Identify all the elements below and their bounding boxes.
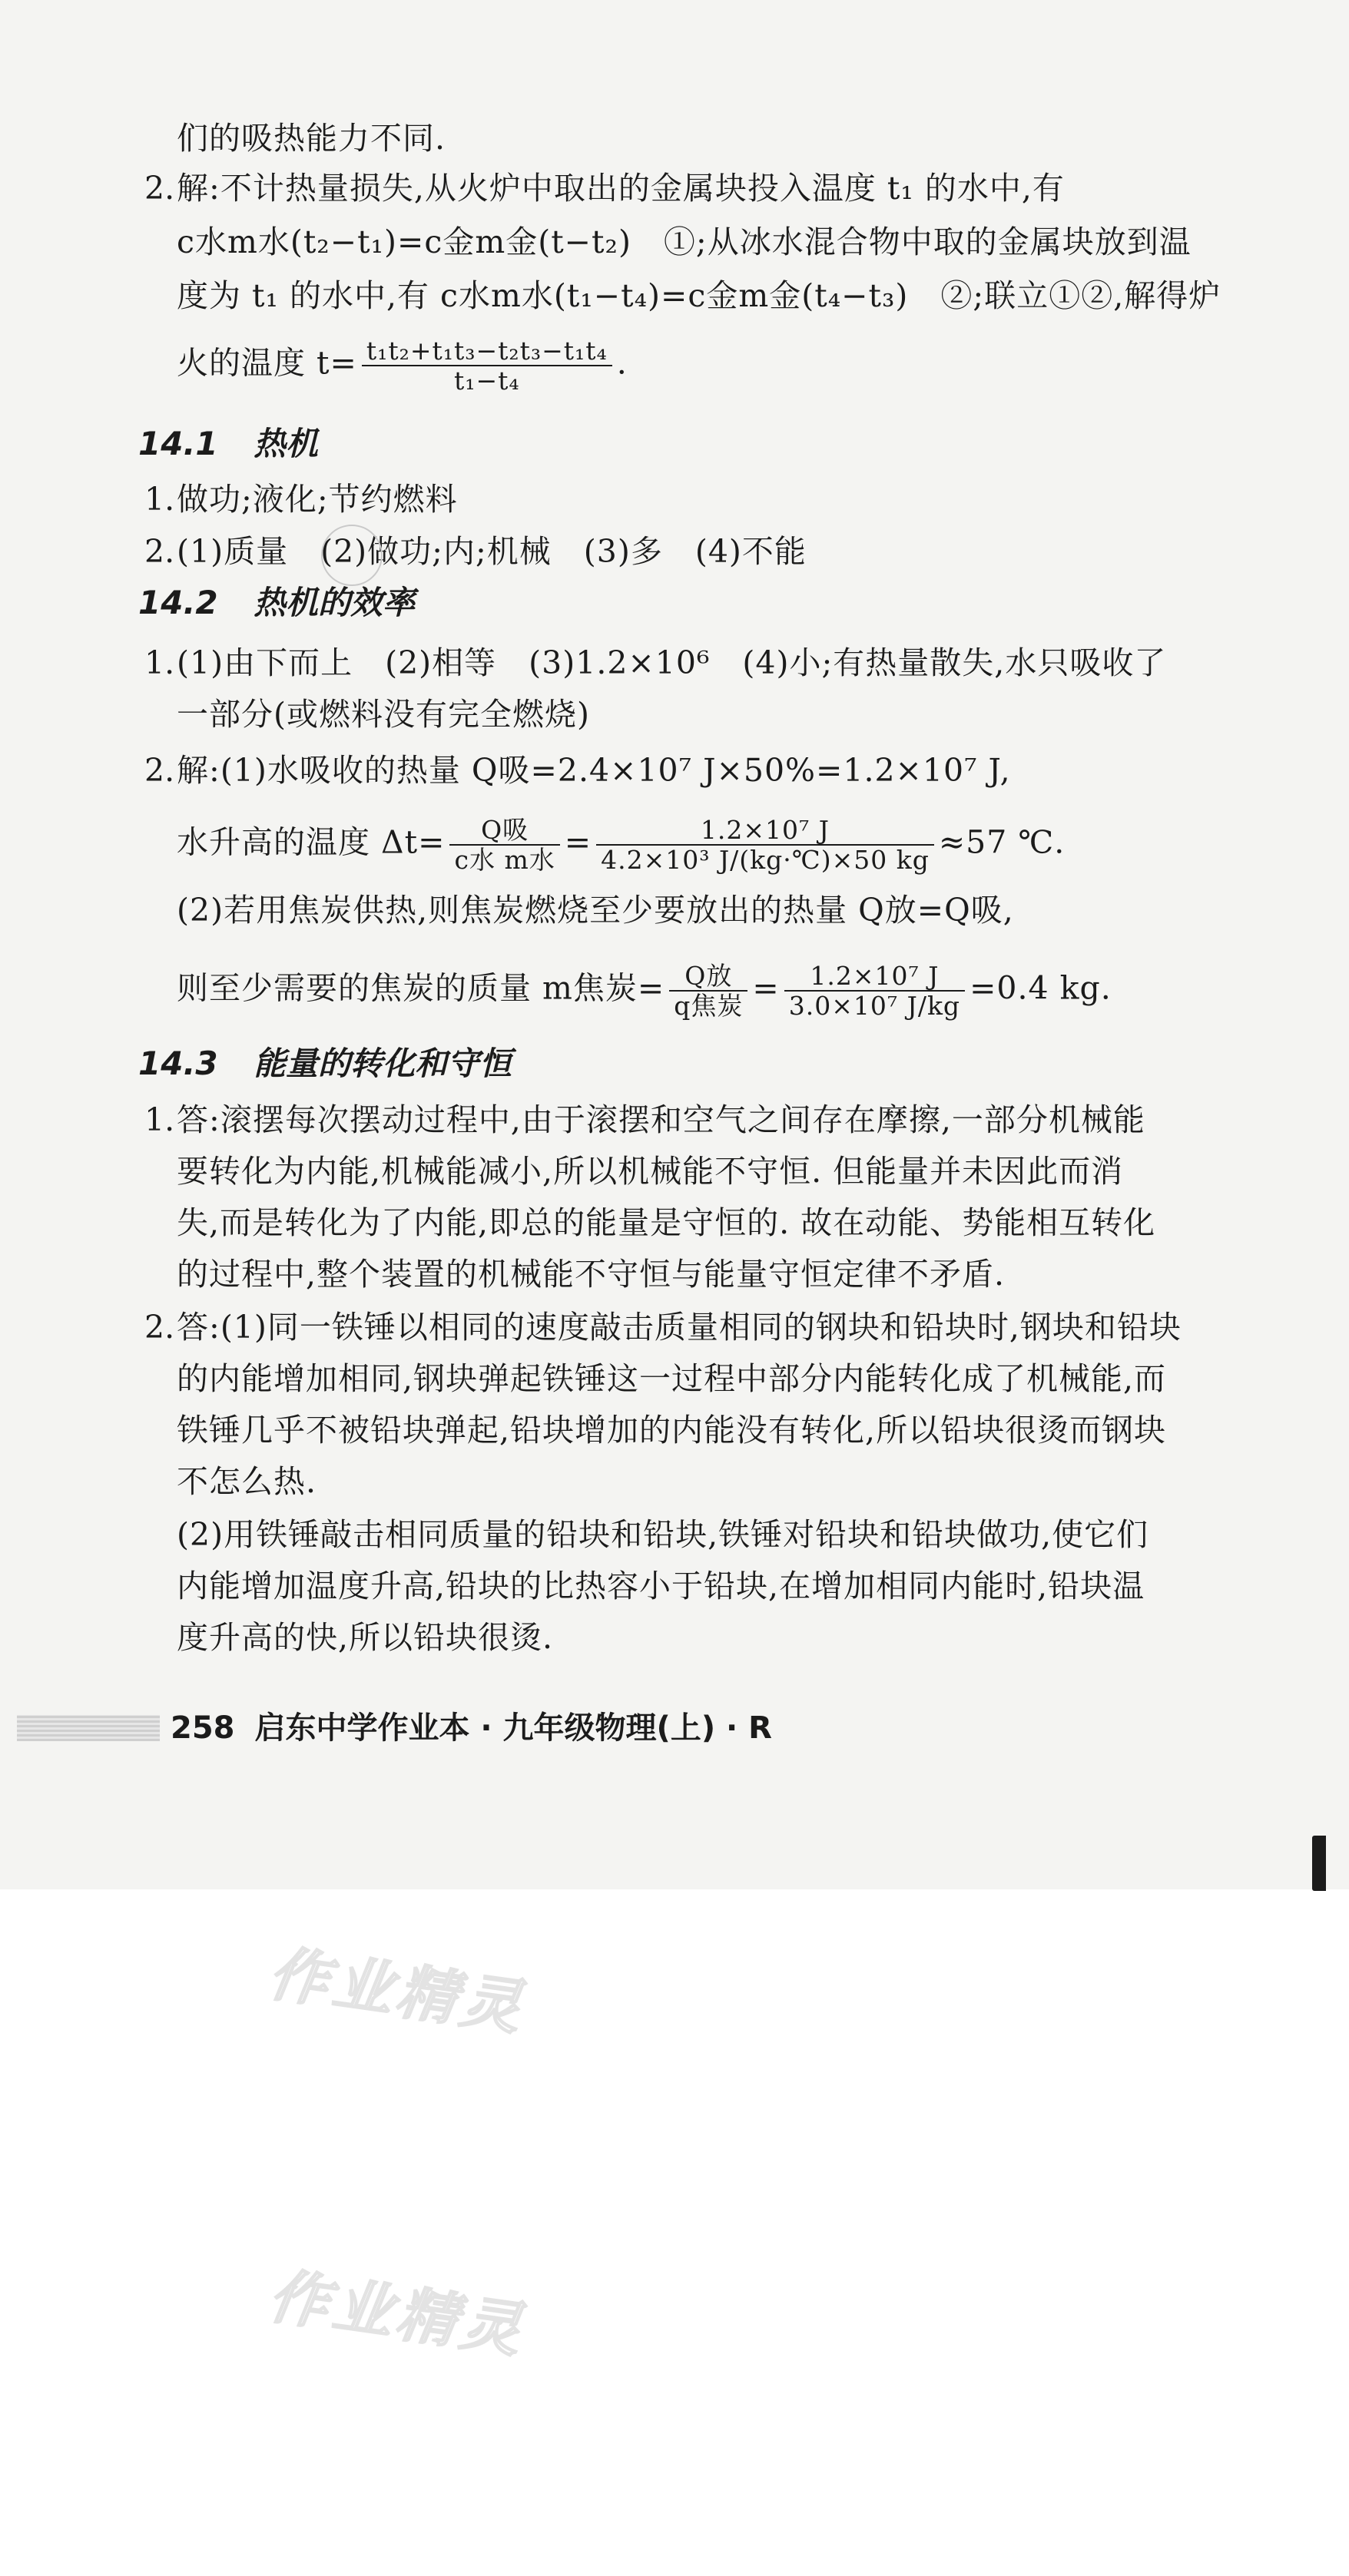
fraction-numerator: Q放 — [669, 962, 747, 992]
section-heading — [138, 1041, 512, 1087]
intro-tail: 们的吸热能力不同. — [177, 120, 446, 157]
answer-line: 不怎么热. — [177, 1463, 317, 1500]
question-number: 2. — [144, 1309, 175, 1346]
question-number: 2. — [144, 752, 175, 789]
formula-prefix: 则至少需要的焦炭的质量 m焦炭= — [177, 969, 665, 1007]
section-number: 14.2 — [138, 584, 218, 621]
section-heading — [138, 421, 318, 467]
answer-line: (2)若用焦炭供热,则焦炭燃烧至少要放出的热量 Q放=Q吸, — [177, 892, 1014, 929]
formula-suffix: . — [616, 344, 628, 382]
answer-line: 度升高的快,所以铅块很烫. — [177, 1619, 554, 1656]
question-number: 2. — [144, 170, 175, 207]
fraction-denominator: t₁−t₄ — [453, 366, 520, 396]
watermark-stamp — [321, 525, 383, 586]
answer-line: 答:(1)同一铁锤以相同的速度敲击质量相同的钢块和铅块时,钢块和铅块 — [177, 1309, 1182, 1346]
answer-line: 铁锤几乎不被铅块弹起,铅块增加的内能没有转化,所以铅块很烫而钢块 — [177, 1412, 1167, 1449]
question-number: 1. — [144, 644, 175, 681]
answer-line: 答:滚摆每次摆动过程中,由于滚摆和空气之间存在摩擦,一部分机械能 — [177, 1101, 1145, 1138]
fraction — [362, 336, 612, 395]
answer-line: c水m水(t₂−t₁)=c金m金(t−t₂) ①;从冰水混合物中取的金属块放到温 — [177, 223, 1192, 260]
fraction-denominator: q焦炭 — [674, 991, 744, 1021]
answer-line: 的过程中,整个装置的机械能不守恒与能量守恒定律不矛盾. — [177, 1256, 1006, 1293]
fraction-numerator: 1.2×10⁷ J — [596, 816, 934, 846]
question-number: 1. — [144, 1101, 175, 1138]
fraction-denominator: 4.2×10³ J/(kg·℃)×50 kg — [601, 845, 930, 875]
fraction — [449, 816, 559, 874]
fraction-denominator: 3.0×10⁷ J/kg — [788, 991, 961, 1021]
formula-prefix: 水升高的温度 Δt= — [177, 823, 446, 861]
book-title: 启东中学作业本 · 九年级物理(上) · R — [254, 1710, 772, 1746]
equals-sign: = — [752, 969, 780, 1007]
answer-line: 内能增加温度升高,铅块的比热容小于铅块,在增加相同内能时,铅块温 — [177, 1568, 1145, 1604]
formula-suffix: ≈57 ℃. — [938, 823, 1066, 861]
section-heading — [138, 580, 415, 626]
fraction — [669, 962, 747, 1020]
answer-line: (1)质量 (2)做功;内;机械 (3)多 (4)不能 — [177, 533, 807, 570]
watermark: 作业精灵 — [264, 1939, 530, 2044]
question-number: 1. — [144, 481, 175, 518]
answer-line: 一部分(或燃料没有完全燃烧) — [177, 696, 590, 733]
answer-line: 度为 t₁ 的水中,有 c水m水(t₁−t₄)=c金m金(t₄−t₃) ②;联立①②,解得炉 — [177, 277, 1221, 314]
answer-line: 解:(1)水吸收的热量 Q吸=2.4×10⁷ J×50%=1.2×10⁷ J, — [177, 752, 1011, 789]
answer-line: 解:不计热量损失,从火炉中取出的金属块投入温度 t₁ 的水中,有 — [177, 170, 1065, 207]
answer-line — [177, 962, 1112, 1020]
footer-stripe — [17, 1715, 160, 1741]
fraction — [784, 962, 965, 1020]
answer-line: 的内能增加相同,钢块弹起铁锤这一过程中部分内能转化成了机械能,而 — [177, 1360, 1167, 1397]
page-number: 258 — [171, 1710, 235, 1746]
answer-line: (1)由下而上 (2)相等 (3)1.2×10⁶ (4)小;有热量散失,水只吸收了 — [177, 644, 1167, 681]
equals-sign: = — [564, 823, 592, 861]
answer-line: 失,而是转化为了内能,即总的能量是守恒的. 故在动能、势能相互转化 — [177, 1204, 1156, 1241]
answer-line — [177, 336, 628, 395]
section-number: 14.1 — [138, 425, 218, 462]
fraction — [596, 816, 934, 874]
section-number: 14.3 — [138, 1045, 218, 1082]
section-title: 热机的效率 — [254, 584, 416, 621]
watermark: 作业精灵 — [264, 2261, 530, 2366]
answer-line: 做功;液化;节约燃料 — [177, 481, 458, 518]
fraction-numerator: 1.2×10⁷ J — [784, 962, 965, 992]
fraction-numerator: Q吸 — [449, 816, 559, 846]
page-edge-mark — [1312, 1836, 1326, 1891]
page-footer — [171, 1705, 772, 1751]
formula-suffix: =0.4 kg. — [969, 969, 1112, 1007]
question-number: 2. — [144, 533, 175, 570]
answer-line: (2)用铁锤敲击相同质量的铅块和铅块,铁锤对铅块和铅块做功,使它们 — [177, 1516, 1149, 1553]
fraction-numerator: t₁t₂+t₁t₃−t₂t₃−t₁t₄ — [362, 336, 612, 366]
section-title: 能量的转化和守恒 — [254, 1045, 512, 1082]
formula-prefix: 火的温度 t= — [177, 344, 357, 382]
fraction-denominator: c水 m水 — [454, 845, 555, 875]
section-title: 热机 — [254, 425, 319, 462]
answer-line: 要转化为内能,机械能减小,所以机械能不守恒. 但能量并未因此而消 — [177, 1153, 1124, 1190]
answer-line — [177, 816, 1065, 874]
